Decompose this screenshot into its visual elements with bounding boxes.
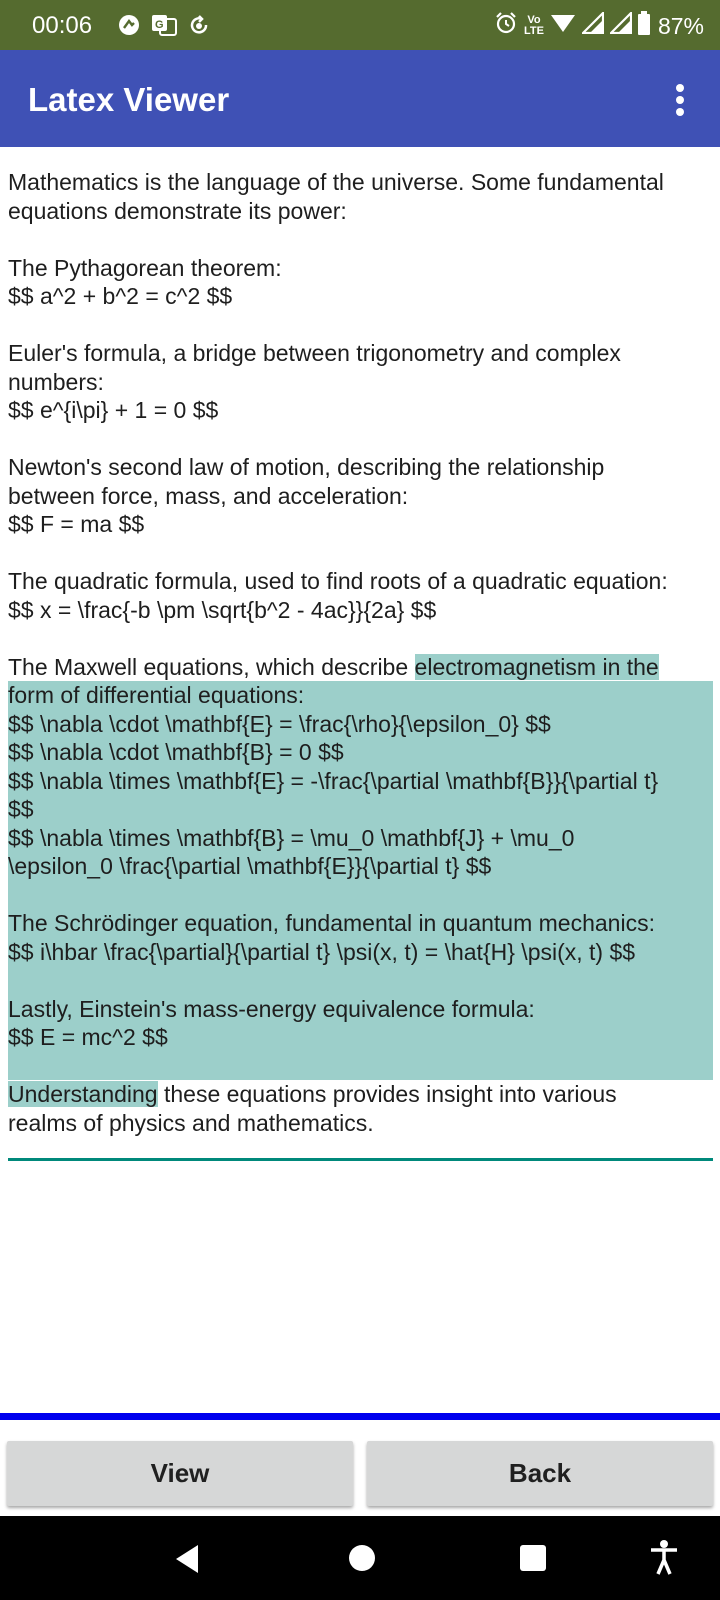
maxwell-line-1 (8, 653, 713, 682)
maxwell-equation-4b: \epsilon_0 \frac{\partial \mathbf{E}}{\partial t} $$ (8, 852, 713, 881)
accessibility-icon[interactable] (649, 1539, 679, 1580)
selection-gap-3 (8, 1052, 713, 1081)
status-left-icons (117, 13, 211, 42)
maxwell-paragraph (8, 653, 713, 1138)
intro-paragraph (8, 168, 713, 225)
latex-text-editor[interactable] (8, 168, 713, 1137)
selection-end: Understanding (8, 1081, 158, 1107)
volte-bottom-label: LTE (523, 24, 544, 37)
newton-line-2: between force, mass, and acceleration: (8, 482, 409, 509)
euler-line-1: Euler's formula, a bridge between trigonometry and complex (8, 340, 621, 366)
schrodinger-equation: $$ i\hbar \frac{\partial}{\partial t} \psi(x, t) = \hat{H} \psi(x, t) $$ (8, 938, 713, 967)
battery-percent: 87% (657, 12, 704, 39)
status-time: 00:06 (32, 12, 93, 39)
back-icon[interactable] (172, 1543, 202, 1580)
euler-equation: $$ e^{i\pi} + 1 = 0 $$ (8, 397, 219, 423)
volte-icon (524, 15, 544, 37)
maxwell-equation-1: $$ \nabla \cdot \mathbf{E} = \frac{\rho}{\epsilon_0} $$ (8, 710, 713, 739)
newton-paragraph (8, 453, 713, 539)
maxwell-line-2: form of differential equations: (8, 681, 713, 710)
recents-icon[interactable] (520, 1545, 546, 1576)
overflow-menu-button[interactable] (658, 78, 702, 122)
intro-line-2: equations demonstrate its power: (8, 197, 347, 224)
volte-top-label: Vo (527, 13, 541, 26)
schrodinger-label: The Schrödinger equation, fundamental in quantum mechanics: (8, 909, 713, 938)
signal-icon (582, 12, 604, 39)
intro-line-1: Mathematics is the language of the universe. Some fundamental (8, 169, 664, 195)
newton-equation: $$ F = ma $$ (8, 511, 145, 537)
status-right (494, 11, 704, 40)
euler-line-2: numbers: (8, 368, 104, 395)
quadratic-label: The quadratic formula, used to find roots of a quadratic equation: (8, 568, 668, 594)
maxwell-equation-4a: $$ \nabla \times \mathbf{B} = \mu_0 \mathbf{J} + \mu_0 (8, 824, 713, 853)
maxwell-equation-3a: $$ \nabla \times \mathbf{E} = -\frac{\partial \mathbf{B}}{\partial t} (8, 767, 713, 796)
view-button[interactable]: View (7, 1441, 353, 1506)
app-title: Latex Viewer (28, 81, 230, 118)
home-icon[interactable] (348, 1544, 376, 1577)
navigation-bar (0, 1516, 720, 1600)
quadratic-paragraph (8, 567, 713, 624)
maxwell-line-1-unselected: The Maxwell equations, which describe (8, 653, 415, 680)
svg-text:G: G (155, 19, 164, 31)
signal-icon-2 (610, 12, 632, 39)
selection-start: electromagnetism in the (414, 653, 659, 680)
outro-line-1 (8, 1080, 713, 1109)
euler-paragraph (8, 339, 713, 425)
divider (0, 1413, 720, 1420)
wifi-icon (550, 12, 576, 39)
selection-gap-1 (8, 881, 713, 910)
battery-icon (638, 11, 650, 40)
einstein-equation: $$ E = mc^2 $$ (8, 1023, 713, 1052)
newton-line-1: Newton's second law of motion, describing the relationship (8, 454, 605, 480)
pythagorean-equation: $$ a^2 + b^2 = c^2 $$ (8, 283, 233, 309)
maxwell-equation-2: $$ \nabla \cdot \mathbf{B} = 0 $$ (8, 738, 713, 767)
app-bar (0, 50, 720, 147)
pythagorean-paragraph (8, 254, 713, 311)
outro-line-1-rest: these equations provides insight into various (157, 1081, 617, 1107)
quadratic-equation: $$ x = \frac{-b \pm \sqrt{b^2 - 4ac}}{2a} $$ (8, 596, 437, 623)
more-vert-icon (675, 83, 685, 117)
outro-line-2: realms of physics and mathematics. (8, 1109, 374, 1136)
alarm-icon (494, 11, 518, 40)
notification-icon (117, 13, 141, 42)
status-bar (0, 0, 720, 50)
editor-underline (8, 1158, 713, 1161)
back-button[interactable]: Back (367, 1441, 713, 1506)
einstein-label: Lastly, Einstein's mass-energy equivalence formula: (8, 995, 713, 1024)
maxwell-equation-3b: $$ (8, 795, 713, 824)
pythagorean-label: The Pythagorean theorem: (8, 254, 282, 281)
selection-gap-2 (8, 966, 713, 995)
sync-icon (187, 13, 211, 42)
translate-icon (151, 13, 177, 42)
